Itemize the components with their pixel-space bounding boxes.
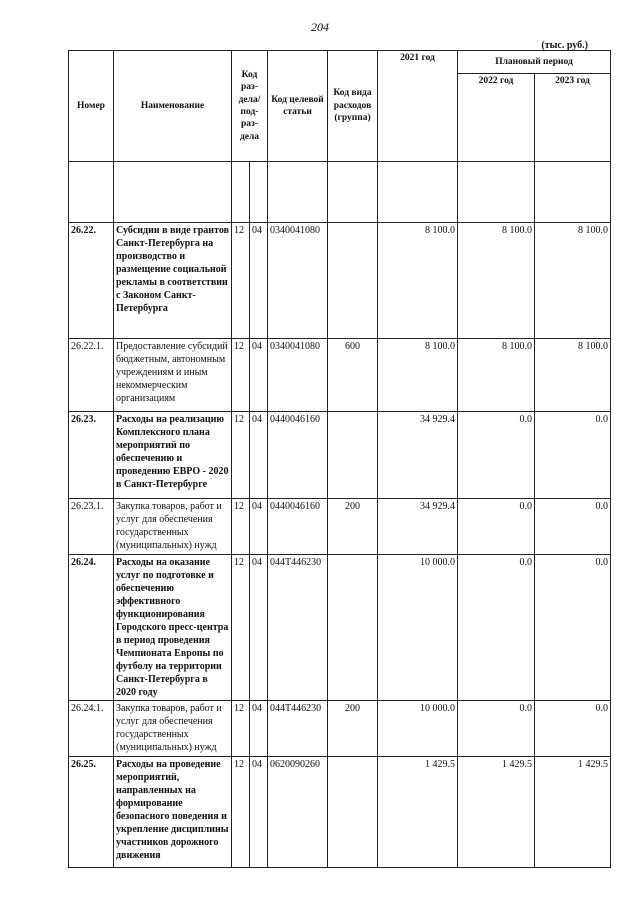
row-2023: 8 100.0 [535,339,611,412]
row-name: Закупка товаров, работ и услуг для обеспечения государственных (муниципальных) нужд [114,499,232,555]
row-expense-type: 600 [328,339,378,412]
row-2021: 10 000.0 [378,555,458,701]
row-2021: 34 929.4 [378,412,458,499]
row-section: 12 [232,701,250,757]
row-2021: 8 100.0 [378,339,458,412]
row-2021: 10 000.0 [378,701,458,757]
row-subsection: 04 [250,757,268,868]
row-number: 26.24. [69,555,114,701]
row-expense-type: 200 [328,499,378,555]
row-section: 12 [232,223,250,339]
row-2022: 0.0 [458,499,535,555]
row-target: 0340041080 [268,223,328,339]
table-row [69,555,611,701]
row-2021: 1 429.5 [378,757,458,868]
row-name: Закупка товаров, работ и услуг для обеспечения государственных (муниципальных) нужд [114,701,232,757]
row-name: Расходы на оказание услуг по подготовке и обеспечению эффективного функционирования Городского пресс-центра в период проведения Чемпионата Европы по футболу на территории Санкт-Петербурга в 2020 году [114,555,232,701]
header-planning-period: Плановый период [458,51,611,74]
row-expense-type [328,757,378,868]
header-target: Код целевой статьи [268,51,328,162]
row-target: 044Т446230 [268,701,328,757]
row-expense-type [328,555,378,701]
row-expense-type [328,223,378,339]
spacer-row [69,162,611,223]
table-row [69,701,611,757]
row-target: 0440046160 [268,412,328,499]
header-row [69,51,611,74]
row-name: Расходы на реализацию Комплексного плана мероприятий по обеспечению и проведению ЕВРО - 2020 в Санкт-Петербурге [114,412,232,499]
table-row [69,412,611,499]
row-target: 0620090260 [268,757,328,868]
table-row [69,339,611,412]
row-expense-type [328,412,378,499]
row-target: 0440046160 [268,499,328,555]
row-2022: 0.0 [458,555,535,701]
row-subsection: 04 [250,499,268,555]
table-row [69,499,611,555]
row-2022: 8 100.0 [458,223,535,339]
header-2022: 2022 год [458,74,535,162]
units-label: (тыс. руб.) [541,40,588,51]
row-expense-type: 200 [328,701,378,757]
row-number: 26.24.1. [69,701,114,757]
row-name: Предоставление субсидий бюджетным, автономным учреждениям и иным некоммерческим организациям [114,339,232,412]
row-section: 12 [232,339,250,412]
row-number: 26.22. [69,223,114,339]
row-section: 12 [232,412,250,499]
row-section: 12 [232,499,250,555]
row-2022: 0.0 [458,701,535,757]
row-section: 12 [232,757,250,868]
row-2023: 0.0 [535,701,611,757]
header-expense-type: Код вида расходов (группа) [328,51,378,162]
row-2022: 1 429.5 [458,757,535,868]
row-number: 26.23.1. [69,499,114,555]
row-2023: 0.0 [535,412,611,499]
row-target: 0340041080 [268,339,328,412]
row-subsection: 04 [250,223,268,339]
table-row [69,757,611,868]
row-name: Расходы на проведение мероприятий, направленных на формирование безопасного поведения и укрепление дисциплины участников дорожного движения [114,757,232,868]
row-subsection: 04 [250,555,268,701]
row-2023: 8 100.0 [535,223,611,339]
row-2021: 34 929.4 [378,499,458,555]
row-2021: 8 100.0 [378,223,458,339]
table-row [69,223,611,339]
row-2023: 1 429.5 [535,757,611,868]
row-name: Субсидии в виде грантов Санкт-Петербурга на производство и размещение социальной рекламы в соответствии с Законом Санкт-Петербурга [114,223,232,339]
row-target: 044Т446230 [268,555,328,701]
page-number: 204 [311,20,329,34]
row-number: 26.25. [69,757,114,868]
row-2022: 0.0 [458,412,535,499]
header-section: Код раз-дела/ под-раз-дела [232,51,268,162]
budget-table [68,50,611,868]
header-name: Наименование [114,51,232,162]
row-subsection: 04 [250,701,268,757]
row-2022: 8 100.0 [458,339,535,412]
row-number: 26.23. [69,412,114,499]
header-2021: 2021 год [378,51,458,162]
row-section: 12 [232,555,250,701]
row-2023: 0.0 [535,555,611,701]
row-number: 26.22.1. [69,339,114,412]
header-2023: 2023 год [535,74,611,162]
header-number: Номер [69,51,114,162]
row-subsection: 04 [250,339,268,412]
row-2023: 0.0 [535,499,611,555]
row-subsection: 04 [250,412,268,499]
